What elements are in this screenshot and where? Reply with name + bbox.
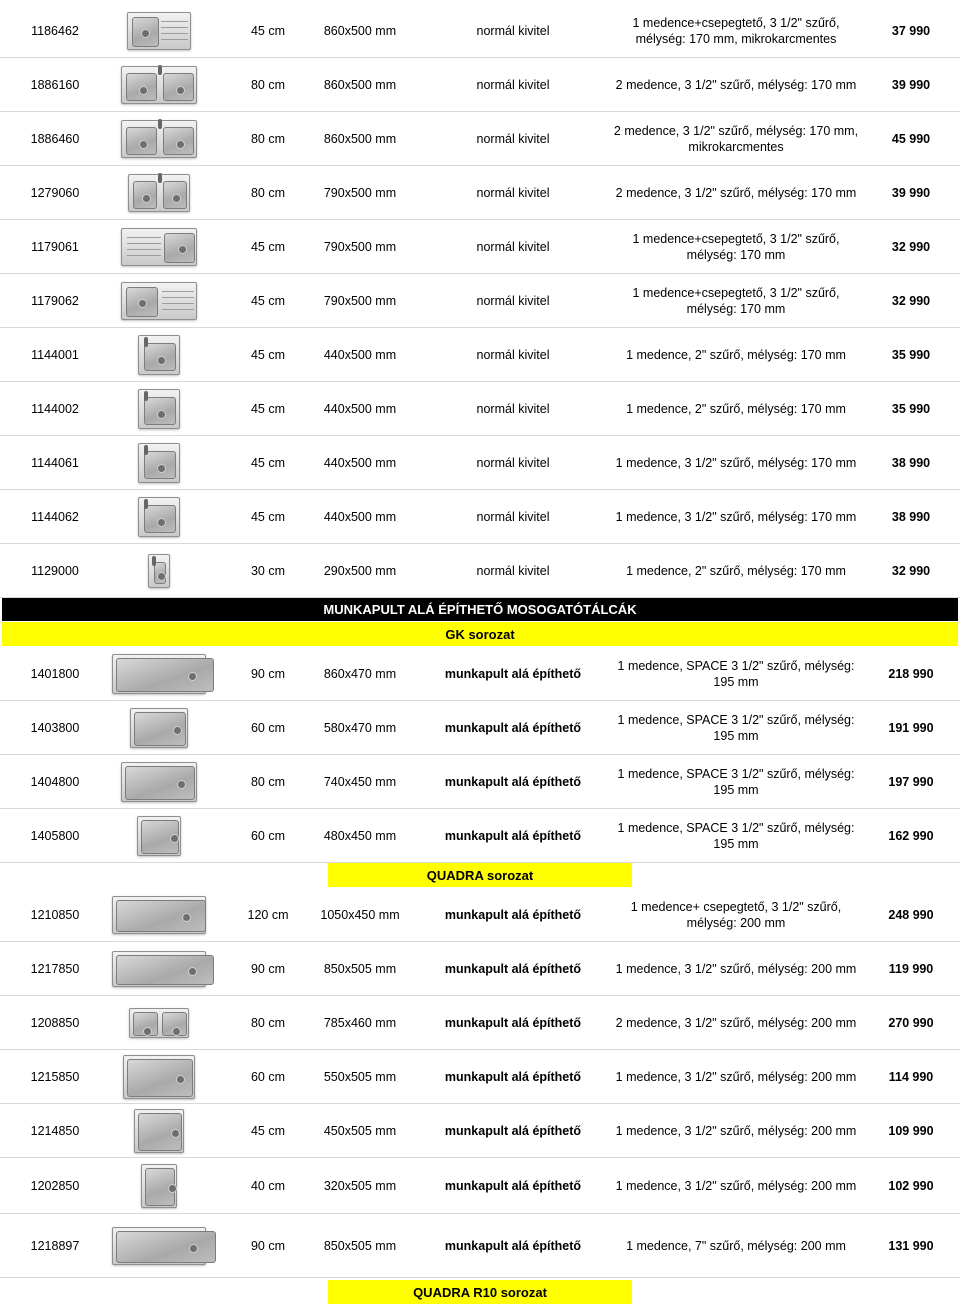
- product-mounting-type: munkapult alá építhető: [444, 1178, 582, 1193]
- double-sink-icon: [121, 66, 197, 104]
- product-mounting-type: munkapult alá építhető: [444, 666, 582, 681]
- sink-drainer-icon: [121, 228, 197, 266]
- description-line: 1 medence, SPACE 3 1/2" szűrő, mélység:: [617, 712, 855, 727]
- product-mounting-type: munkapult alá építhető: [444, 774, 582, 789]
- product-mounting-type: normál kivitel: [476, 293, 550, 308]
- undermount-sink-icon: [121, 762, 197, 802]
- product-price: 102 990: [888, 1178, 934, 1193]
- product-dimensions: 850x505 mm: [323, 961, 397, 976]
- product-width: 45 cm: [250, 347, 286, 362]
- product-price: 119 990: [888, 961, 934, 976]
- product-description: [604, 647, 868, 700]
- product-row: [0, 755, 960, 809]
- single-sink-icon: [138, 389, 180, 429]
- undermount-sink-icon: [112, 951, 206, 987]
- product-row: [0, 4, 960, 58]
- product-width: 80 cm: [250, 774, 286, 789]
- description-line: 2 medence, 3 1/2" szűrő, mélység: 170 mm: [615, 77, 857, 92]
- description-line: 195 mm: [713, 728, 759, 743]
- product-row: [0, 996, 960, 1050]
- sink-drainer-icon: [127, 12, 191, 50]
- description-line: 1 medence+csepegtető, 3 1/2" szűrő,: [632, 231, 840, 246]
- product-code: 1179062: [31, 293, 79, 308]
- product-price: 32 990: [891, 563, 931, 578]
- product-width: 45 cm: [250, 239, 286, 254]
- undermount-double-sink-icon: [129, 1008, 189, 1038]
- product-image: [112, 1104, 206, 1157]
- product-row: [0, 809, 960, 863]
- product-row: [0, 328, 960, 382]
- product-image: [112, 942, 206, 995]
- product-code: 1405800: [30, 828, 80, 843]
- product-description: [604, 220, 868, 273]
- product-price: 191 990: [888, 720, 934, 735]
- series-banner-quadra: QUADRA sorozat: [328, 863, 632, 887]
- product-code: 1214850: [30, 1123, 80, 1138]
- product-image: [112, 166, 206, 219]
- product-row: [0, 1050, 960, 1104]
- product-description: [604, 436, 868, 489]
- product-price: 38 990: [891, 455, 931, 470]
- product-width: 60 cm: [250, 720, 286, 735]
- product-row: [0, 942, 960, 996]
- product-row: [0, 1214, 960, 1278]
- product-dimensions: 860x500 mm: [323, 23, 397, 38]
- product-dimensions: 860x500 mm: [323, 131, 397, 146]
- product-width: 90 cm: [250, 1238, 286, 1253]
- double-sink-icon: [128, 174, 190, 212]
- description-line: 1 medence+ csepegtető, 3 1/2" szűrő,: [630, 899, 842, 914]
- product-dimensions: 860x470 mm: [323, 666, 397, 681]
- product-dimensions: 440x500 mm: [323, 347, 397, 362]
- product-code: 1210850: [30, 907, 80, 922]
- product-row: [0, 58, 960, 112]
- description-line: 1 medence, 7" szűrő, mélység: 200 mm: [626, 1238, 846, 1253]
- product-description: [604, 1214, 868, 1277]
- product-price: 32 990: [891, 239, 931, 254]
- product-mounting-type: normál kivitel: [476, 77, 550, 92]
- single-sink-icon: [138, 335, 180, 375]
- product-price: 32 990: [891, 293, 931, 308]
- description-line: 1 medence, 3 1/2" szűrő, mélység: 170 mm: [615, 509, 857, 524]
- product-mounting-type: normál kivitel: [476, 509, 550, 524]
- description-line: 1 medence, SPACE 3 1/2" szűrő, mélység:: [617, 820, 855, 835]
- description-line: 1 medence, 2" szűrő, mélység: 170 mm: [626, 401, 846, 416]
- description-line: 2 medence, 3 1/2" szűrő, mélység: 170 mm: [615, 185, 857, 200]
- product-code: 1144061: [31, 455, 79, 470]
- product-image: [112, 1214, 206, 1277]
- product-width: 80 cm: [250, 131, 286, 146]
- product-width: 45 cm: [250, 23, 286, 38]
- product-mounting-type: munkapult alá építhető: [444, 961, 582, 976]
- double-sink-icon: [121, 120, 197, 158]
- product-row: [0, 220, 960, 274]
- product-width: 80 cm: [250, 185, 286, 200]
- product-code: 1217850: [30, 961, 80, 976]
- product-width: 30 cm: [250, 563, 286, 578]
- product-description: [604, 166, 868, 219]
- product-code: 1179061: [31, 239, 79, 254]
- product-dimensions: 860x500 mm: [323, 77, 397, 92]
- product-mounting-type: munkapult alá építhető: [444, 907, 582, 922]
- product-price: 35 990: [891, 401, 931, 416]
- product-image: [112, 755, 206, 808]
- product-row: [0, 166, 960, 220]
- product-price: 37 990: [891, 23, 931, 38]
- product-image: [112, 647, 206, 700]
- product-mounting-type: munkapult alá építhető: [444, 1238, 582, 1253]
- product-image: [112, 4, 206, 57]
- product-image: [112, 701, 206, 754]
- product-price: 109 990: [888, 1123, 934, 1138]
- description-line: 1 medence, 3 1/2" szűrő, mélység: 170 mm: [615, 455, 857, 470]
- description-line: 195 mm: [713, 782, 759, 797]
- product-mounting-type: normál kivitel: [476, 131, 550, 146]
- product-image: [112, 996, 206, 1049]
- description-line: 2 medence, 3 1/2" szűrő, mélység: 200 mm: [615, 1015, 857, 1030]
- product-dimensions: 440x500 mm: [323, 401, 397, 416]
- undermount-sink-icon: [130, 708, 188, 748]
- product-code: 1886160: [30, 77, 80, 92]
- product-image: [112, 58, 206, 111]
- product-dimensions: 320x505 mm: [323, 1178, 397, 1193]
- product-dimensions: 440x500 mm: [323, 455, 397, 470]
- product-code: 1279060: [30, 185, 80, 200]
- product-image: [112, 220, 206, 273]
- product-dimensions: 450x505 mm: [323, 1123, 397, 1138]
- product-description: [604, 1104, 868, 1157]
- undermount-sink-icon: [137, 816, 181, 856]
- product-dimensions: 1050x450 mm: [320, 907, 400, 922]
- product-price: 162 990: [888, 828, 934, 843]
- product-image: [112, 1050, 206, 1103]
- description-line: 1 medence, 3 1/2" szűrő, mélység: 200 mm: [615, 1123, 857, 1138]
- product-description: [604, 942, 868, 995]
- product-mounting-type: normál kivitel: [476, 347, 550, 362]
- product-dimensions: 740x450 mm: [323, 774, 397, 789]
- product-dimensions: 850x505 mm: [323, 1238, 397, 1253]
- product-price: 270 990: [888, 1015, 934, 1030]
- product-description: [604, 490, 868, 543]
- product-description: [604, 1050, 868, 1103]
- section-title-banner: MUNKAPULT ALÁ ÉPÍTHETŐ MOSOGATÓTÁLCÁK: [2, 598, 958, 621]
- product-row: [0, 382, 960, 436]
- description-line: 1 medence, 2" szűrő, mélység: 170 mm: [626, 347, 846, 362]
- undermount-sink-icon: [134, 1109, 184, 1153]
- product-code: 1186462: [31, 23, 79, 38]
- product-mounting-type: munkapult alá építhető: [444, 720, 582, 735]
- description-line: 1 medence, 2" szűrő, mélység: 170 mm: [626, 563, 846, 578]
- single-sink-icon: [138, 497, 180, 537]
- product-width: 60 cm: [250, 828, 286, 843]
- product-price: 39 990: [891, 185, 931, 200]
- series-banner-gk: GK sorozat: [2, 622, 958, 646]
- product-row: [0, 888, 960, 942]
- product-image: [112, 328, 206, 381]
- product-row: [0, 274, 960, 328]
- product-code: 1218897: [30, 1238, 80, 1253]
- product-width: 45 cm: [250, 401, 286, 416]
- product-dimensions: 790x500 mm: [323, 293, 397, 308]
- small-sink-icon: [148, 554, 170, 588]
- product-code: 1886460: [30, 131, 80, 146]
- product-price: 248 990: [888, 907, 934, 922]
- product-width: 45 cm: [250, 293, 286, 308]
- series-banner-quadra-r10: QUADRA R10 sorozat: [328, 1280, 632, 1304]
- description-line: 195 mm: [713, 674, 759, 689]
- product-description: [604, 996, 868, 1049]
- product-code: 1144002: [31, 401, 79, 416]
- product-description: [604, 112, 868, 165]
- product-description: [604, 544, 868, 597]
- product-code: 1215850: [30, 1069, 80, 1084]
- product-description: [604, 701, 868, 754]
- description-line: 2 medence, 3 1/2" szűrő, mélység: 170 mm,: [613, 123, 859, 138]
- product-price: 38 990: [891, 509, 931, 524]
- product-row: [0, 544, 960, 598]
- product-mounting-type: munkapult alá építhető: [444, 1015, 582, 1030]
- product-image: [112, 1158, 206, 1213]
- product-price: 114 990: [888, 1069, 934, 1084]
- product-dimensions: 790x500 mm: [323, 239, 397, 254]
- product-description: [604, 888, 868, 941]
- product-row: [0, 112, 960, 166]
- product-image: [112, 382, 206, 435]
- description-line: mélység: 170 mm: [686, 301, 786, 316]
- product-description: [604, 4, 868, 57]
- product-width: 80 cm: [250, 77, 286, 92]
- product-code: 1403800: [30, 720, 80, 735]
- product-row: [0, 1104, 960, 1158]
- product-dimensions: 785x460 mm: [323, 1015, 397, 1030]
- description-line: mikrokarcmentes: [688, 139, 784, 154]
- product-width: 90 cm: [250, 666, 286, 681]
- product-image: [112, 490, 206, 543]
- product-description: [604, 755, 868, 808]
- undermount-sink-icon: [112, 1227, 206, 1265]
- product-price: 39 990: [891, 77, 931, 92]
- product-code: 1202850: [30, 1178, 80, 1193]
- product-image: [112, 274, 206, 327]
- undermount-sink-icon: [141, 1164, 177, 1208]
- product-dimensions: 550x505 mm: [323, 1069, 397, 1084]
- undermount-sink-icon: [123, 1055, 195, 1099]
- product-code: 1129000: [31, 563, 79, 578]
- description-line: mélység: 200 mm: [686, 915, 786, 930]
- single-sink-icon: [138, 443, 180, 483]
- product-description: [604, 274, 868, 327]
- product-code: 1144062: [31, 509, 79, 524]
- product-row: [0, 436, 960, 490]
- product-mounting-type: normál kivitel: [476, 23, 550, 38]
- product-image: [112, 436, 206, 489]
- product-mounting-type: normál kivitel: [476, 185, 550, 200]
- description-line: mélység: 170 mm: [686, 247, 786, 262]
- product-code: 1144001: [31, 347, 79, 362]
- product-width: 40 cm: [250, 1178, 286, 1193]
- product-image: [112, 888, 206, 941]
- product-image: [112, 112, 206, 165]
- product-description: [604, 382, 868, 435]
- product-width: 120 cm: [247, 907, 289, 922]
- description-line: 1 medence, SPACE 3 1/2" szűrő, mélység:: [617, 766, 855, 781]
- product-dimensions: 440x500 mm: [323, 509, 397, 524]
- product-row: [0, 1158, 960, 1214]
- product-price: 45 990: [891, 131, 931, 146]
- description-line: 1 medence+csepegtető, 3 1/2" szűrő,: [632, 15, 840, 30]
- product-mounting-type: munkapult alá építhető: [444, 828, 582, 843]
- product-dimensions: 480x450 mm: [323, 828, 397, 843]
- undermount-sink-icon: [112, 654, 206, 694]
- product-dimensions: 290x500 mm: [323, 563, 397, 578]
- product-code: 1401800: [30, 666, 80, 681]
- product-width: 45 cm: [250, 509, 286, 524]
- product-width: 80 cm: [250, 1015, 286, 1030]
- product-code: 1208850: [30, 1015, 80, 1030]
- product-dimensions: 580x470 mm: [323, 720, 397, 735]
- product-price: 131 990: [888, 1238, 934, 1253]
- product-mounting-type: normál kivitel: [476, 563, 550, 578]
- product-description: [604, 809, 868, 862]
- product-description: [604, 1158, 868, 1213]
- product-description: [604, 58, 868, 111]
- product-price: 197 990: [888, 774, 934, 789]
- product-mounting-type: normál kivitel: [476, 455, 550, 470]
- product-row: [0, 490, 960, 544]
- product-mounting-type: normál kivitel: [476, 401, 550, 416]
- product-price: 35 990: [891, 347, 931, 362]
- product-width: 45 cm: [250, 1123, 286, 1138]
- product-image: [112, 544, 206, 597]
- description-line: 1 medence+csepegtető, 3 1/2" szűrő,: [632, 285, 840, 300]
- product-price: 218 990: [888, 666, 934, 681]
- product-row: [0, 701, 960, 755]
- product-image: [112, 809, 206, 862]
- product-width: 45 cm: [250, 455, 286, 470]
- product-mounting-type: munkapult alá építhető: [444, 1123, 582, 1138]
- sink-drainer-icon: [121, 282, 197, 320]
- description-line: mélység: 170 mm, mikrokarcmentes: [635, 31, 837, 46]
- product-dimensions: 790x500 mm: [323, 185, 397, 200]
- product-description: [604, 328, 868, 381]
- product-mounting-type: munkapult alá építhető: [444, 1069, 582, 1084]
- description-line: 1 medence, 3 1/2" szűrő, mélység: 200 mm: [615, 1069, 857, 1084]
- product-code: 1404800: [30, 774, 80, 789]
- product-width: 60 cm: [250, 1069, 286, 1084]
- description-line: 195 mm: [713, 836, 759, 851]
- description-line: 1 medence, 3 1/2" szűrő, mélység: 200 mm: [615, 1178, 857, 1193]
- undermount-sink-icon: [112, 896, 206, 934]
- product-width: 90 cm: [250, 961, 286, 976]
- description-line: 1 medence, 3 1/2" szűrő, mélység: 200 mm: [615, 961, 857, 976]
- description-line: 1 medence, SPACE 3 1/2" szűrő, mélység:: [617, 658, 855, 673]
- product-row: [0, 647, 960, 701]
- product-mounting-type: normál kivitel: [476, 239, 550, 254]
